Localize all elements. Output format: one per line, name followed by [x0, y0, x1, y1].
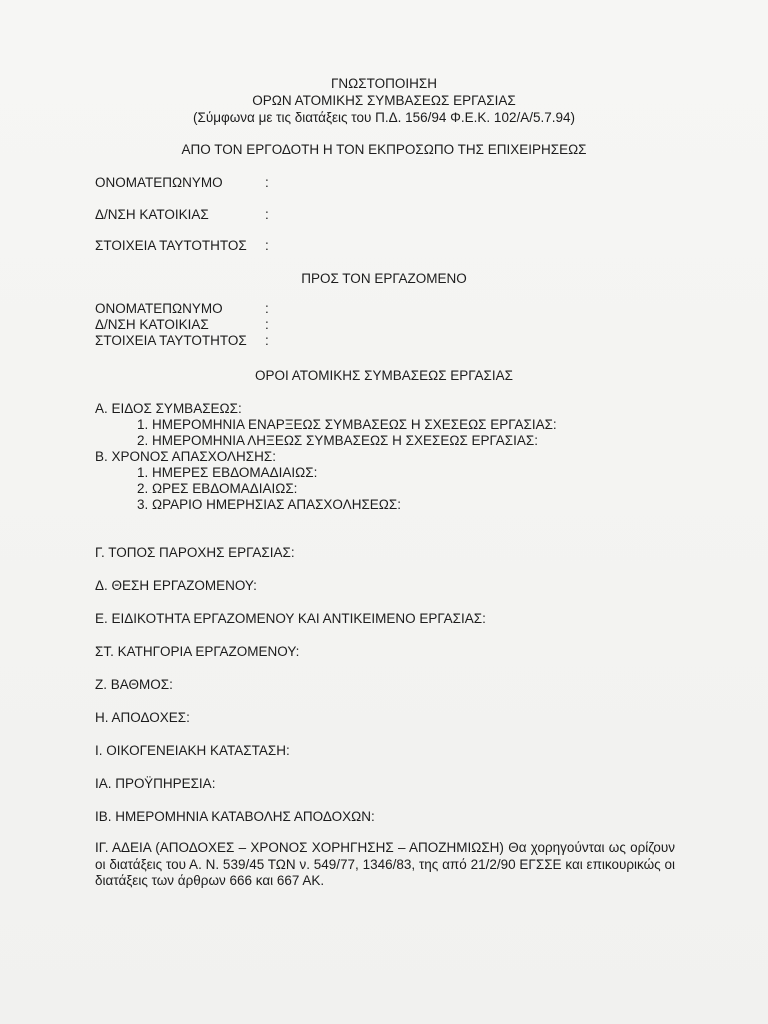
legal-reference: (Σύμφωνα με τις διατάξεις του Π.Δ. 156/94 Φ.Ε.Κ. 102/Α/5.7.94): [192, 110, 575, 125]
term-a1-start-date: 1. ΗΜΕΡΟΜΗΝΙΑ ΕΝΑΡΞΕΩΣ ΣΥΜΒΑΣΕΩΣ Η ΣΧΕΣΕΩΣ ΕΡΓΑΣΙΑΣ:: [137, 417, 557, 432]
term-ig-leave-paragraph: ΙΓ. ΑΔΕΙΑ (ΑΠΟΔΟΧΕΣ – ΧΡΟΝΟΣ ΧΟΡΗΓΗΣΗΣ – ΑΠΟΖΗΜΙΩΣΗ) Θα χορηγούνται ως ορίζουν οι διατάξεις του Α. Ν. 539/45 ΤΩΝ ν. 549/77, 1346/83, της από 21/2/90 ΕΓΣΣΕ και επικουρικώς οι διατάξεις των άρθρων 666 και 667 ΑΚ.: [95, 840, 675, 888]
term-b1-days-weekly: 1. ΗΜΕΡΕΣ ΕΒΔΟΜΑΔΙΑΙΩΣ:: [137, 465, 318, 480]
employee-fullname-colon: :: [265, 301, 269, 316]
term-ia-prior-service: ΙΑ. ΠΡΟΫΠΗΡΕΣΙΑ:: [95, 776, 216, 791]
term-g-work-place: Γ. ΤΟΠΟΣ ΠΑΡΟΧΗΣ ΕΡΓΑΣΙΑΣ:: [95, 545, 295, 560]
term-e-specialty: Ε. ΕΙΔΙΚΟΤΗΤΑ ΕΡΓΑΖΟΜΕΝΟΥ ΚΑΙ ΑΝΤΙΚΕΙΜΕΝΟ ΕΡΓΑΣΙΑΣ:: [95, 611, 486, 626]
employee-heading: ΠΡΟΣ ΤΟΝ ΕΡΓΑΖΟΜΕΝΟ: [301, 271, 467, 286]
employee-address-label: Δ/ΝΣΗ ΚΑΤΟΙΚΙΑΣ: [95, 317, 209, 332]
employee-id-label: ΣΤΟΙΧΕΙΑ ΤΑΥΤΟΤΗΤΟΣ: [95, 333, 247, 348]
term-d-employee-position: Δ. ΘΕΣΗ ΕΡΓΑΖΟΜΕΝΟΥ:: [95, 578, 257, 593]
employer-address-label: Δ/ΝΣΗ ΚΑΤΟΙΚΙΑΣ: [95, 207, 209, 222]
employee-fullname-label: ΟΝΟΜΑΤΕΠΩΝΥΜΟ: [95, 301, 223, 316]
employer-id-label: ΣΤΟΙΧΕΙΑ ΤΑΥΤΟΤΗΤΟΣ: [95, 238, 247, 253]
term-a2-end-date: 2. ΗΜΕΡΟΜΗΝΙΑ ΛΗΞΕΩΣ ΣΥΜΒΑΣΕΩΣ Η ΣΧΕΣΕΩΣ ΕΡΓΑΣΙΑΣ:: [137, 433, 538, 448]
term-b-working-time: Β. ΧΡΟΝΟΣ ΑΠΑΣΧΟΛΗΣΗΣ:: [95, 449, 276, 464]
term-b3-daily-schedule: 3. ΩΡΑΡΙΟ ΗΜΕΡΗΣΙΑΣ ΑΠΑΣΧΟΛΗΣΕΩΣ:: [137, 497, 401, 512]
term-b2-hours-weekly: 2. ΩΡΕΣ ΕΒΔΟΜΑΔΙΑΙΩΣ:: [137, 481, 298, 496]
term-a-contract-type: Α. ΕΙΔΟΣ ΣΥΜΒΑΣΕΩΣ:: [95, 401, 242, 416]
employer-id-colon: :: [265, 238, 269, 253]
employer-fullname-label: ΟΝΟΜΑΤΕΠΩΝΥΜΟ: [95, 175, 223, 190]
term-h-salary: Η. ΑΠΟΔΟΧΕΣ:: [95, 710, 190, 725]
term-ib-payment-date: ΙΒ. ΗΜΕΡΟΜΗΝΙΑ ΚΑΤΑΒΟΛΗΣ ΑΠΟΔΟΧΩΝ:: [95, 809, 375, 824]
employee-address-colon: :: [265, 317, 269, 332]
employer-fullname-colon: :: [265, 175, 269, 190]
term-z-grade: Ζ. ΒΑΘΜΟΣ:: [95, 677, 173, 692]
employee-id-colon: :: [265, 333, 269, 348]
employer-address-colon: :: [265, 207, 269, 222]
term-i-family-status: Ι. ΟΙΚΟΓΕΝΕΙΑΚΗ ΚΑΤΑΣΤΑΣΗ:: [95, 743, 290, 758]
document-title: ΓΝΩΣΤΟΠΟΙΗΣΗ: [331, 76, 437, 91]
document-subtitle: ΟΡΩΝ ΑΤΟΜΙΚΗΣ ΣΥΜΒΑΣΕΩΣ ΕΡΓΑΣΙΑΣ: [252, 93, 516, 108]
terms-heading: ΟΡΟΙ ΑΤΟΜΙΚΗΣ ΣΥΜΒΑΣΕΩΣ ΕΡΓΑΣΙΑΣ: [255, 368, 513, 383]
employer-heading: ΑΠΟ ΤΟΝ ΕΡΓΟΔΟΤΗ Η ΤΟΝ ΕΚΠΡΟΣΩΠΟ ΤΗΣ ΕΠΙΧΕΙΡΗΣΕΩΣ: [181, 142, 587, 157]
term-st-category: ΣΤ. ΚΑΤΗΓΟΡΙΑ ΕΡΓΑΖΟΜΕΝΟΥ:: [95, 644, 300, 659]
